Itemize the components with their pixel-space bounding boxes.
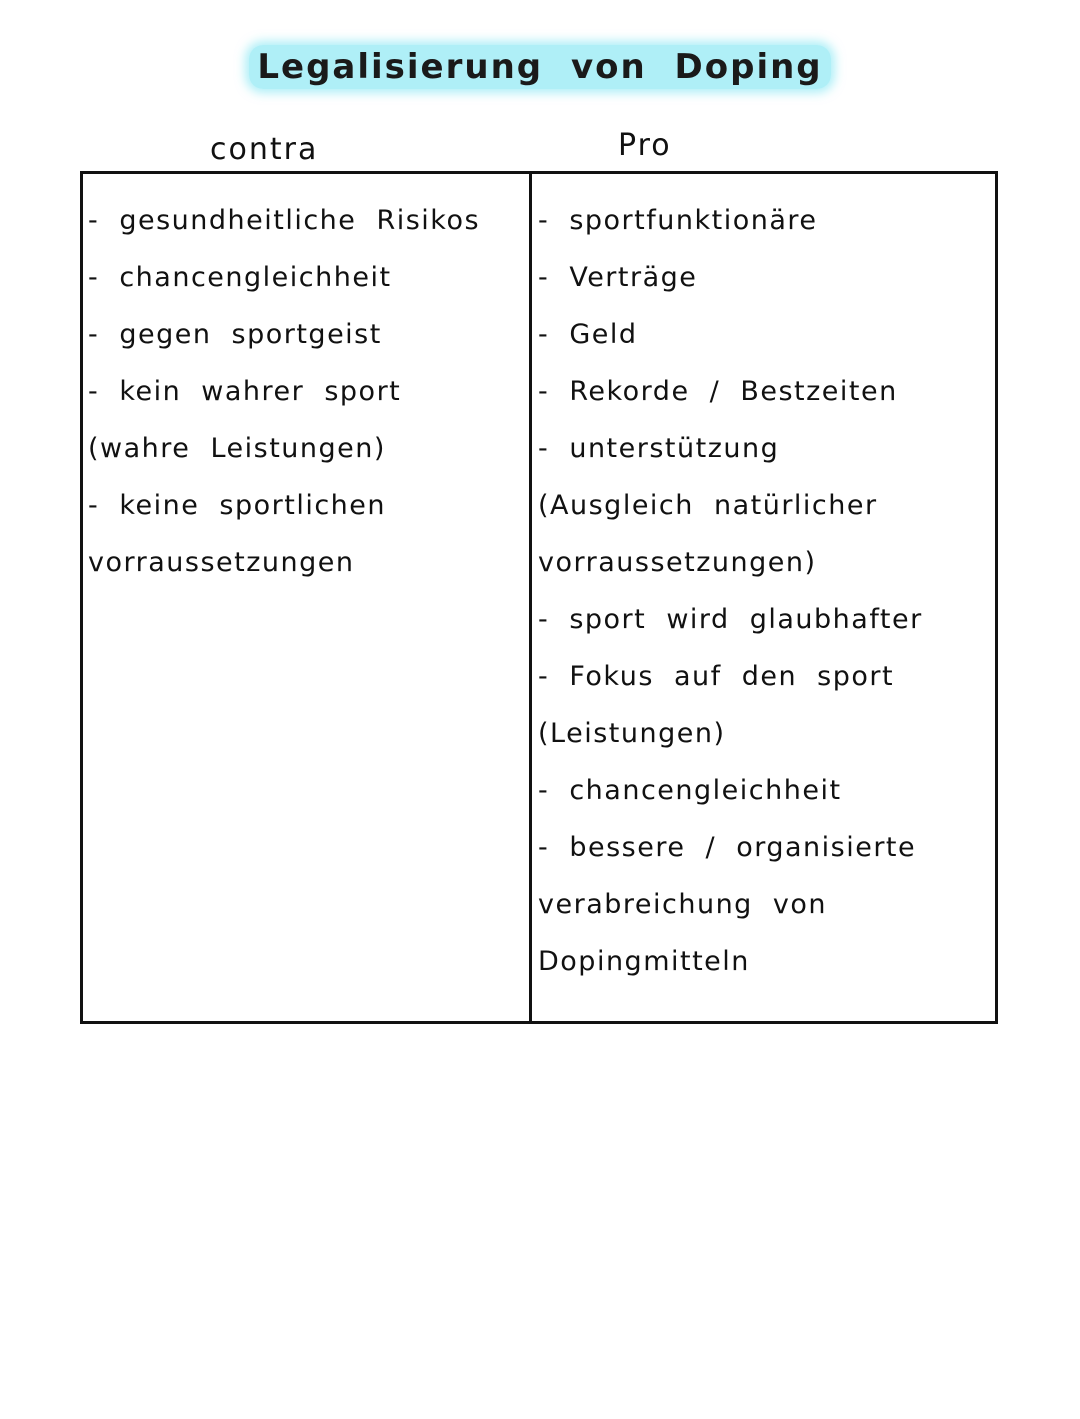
pro-heading: Pro xyxy=(618,128,672,163)
list-item: - sport wird glaubhafter xyxy=(538,604,923,635)
pro-list xyxy=(538,192,988,990)
list-item: - chancengleichheit xyxy=(88,262,392,293)
list-item: - Verträge xyxy=(538,262,698,293)
list-item: - kein wahrer sport xyxy=(88,376,402,407)
list-item: - Rekorde / Bestzeiten xyxy=(538,376,898,407)
list-item: vorraussetzungen xyxy=(88,547,355,578)
list-item: (wahre Leistungen) xyxy=(88,433,386,464)
list-item: - keine sportlichen xyxy=(88,490,387,521)
column-divider xyxy=(529,171,532,1021)
list-item: - unterstützung xyxy=(538,433,780,464)
list-item: - Fokus auf den sport xyxy=(538,661,895,692)
list-item: - gesundheitliche Risikos xyxy=(88,205,481,236)
list-item: (Ausgleich natürlicher xyxy=(538,490,878,521)
list-item: Dopingmitteln xyxy=(538,946,750,977)
list-item: - sportfunktionäre xyxy=(538,205,818,236)
page-title xyxy=(0,47,1080,87)
list-item: - chancengleichheit xyxy=(538,775,842,806)
contra-list xyxy=(88,192,526,591)
contra-heading: contra xyxy=(210,132,319,167)
title-highlight: Legalisierung von Doping xyxy=(249,45,830,89)
list-item: - bessere / organisierte xyxy=(538,832,917,863)
list-item: - gegen sportgeist xyxy=(88,319,382,350)
list-item: (Leistungen) xyxy=(538,718,726,749)
list-item: vorraussetzungen) xyxy=(538,547,817,578)
list-item: - Geld xyxy=(538,319,638,350)
list-item: verabreichung von xyxy=(538,889,828,920)
